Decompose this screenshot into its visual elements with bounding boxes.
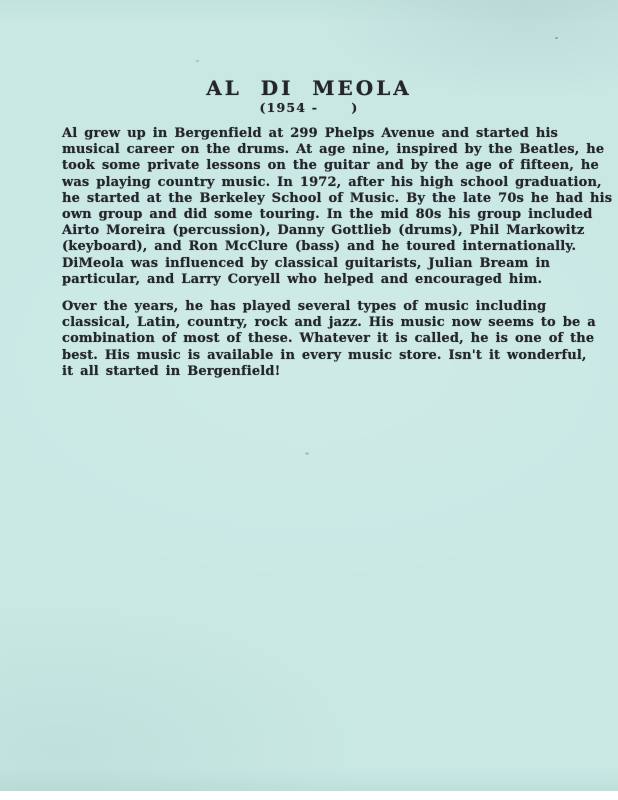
text-line: DiMeola was influenced by classical guitarists, Julian Bream in <box>62 255 551 271</box>
text-line: Airto Moreira (percussion), Danny Gottlieb (drums), Phil Markowitz <box>62 223 585 239</box>
text-line: Al grew up in Bergenfield at 299 Phelps Avenue and started his <box>62 126 558 141</box>
page-subtitle-years: (1954 - ) <box>259 100 359 115</box>
text-line: classical, Latin, country, rock and jazz. His music now seems to be a <box>62 315 596 331</box>
text-line: best. His music is available in every music store. Isn't it wonderful, <box>62 347 587 363</box>
text-line: particular, and Larry Coryell who helped and encouraged him. <box>62 271 543 287</box>
page-title: AL DI MEOLA <box>206 76 412 100</box>
text-line: own group and did some touring. In the mid 80s his group included <box>62 207 593 223</box>
text-line: (keyboard), and Ron McClure (bass) and he toured internationally. <box>62 239 577 255</box>
text-line: was playing country music. In 1972, after his high school graduation, <box>62 174 602 190</box>
text-line: it all started in Bergenfield! <box>62 363 281 379</box>
scan-speck <box>305 452 309 455</box>
scan-speck <box>555 37 558 39</box>
scan-edge-strip <box>0 791 618 800</box>
document-body <box>62 126 613 380</box>
text-line: Over the years, he has played several types of music including <box>62 299 547 315</box>
text-line: musical career on the drums. At age nine, inspired by the Beatles, he <box>62 142 605 158</box>
text-line: took some private lessons on the guitar and by the age of fifteen, he <box>62 158 599 174</box>
text-line: combination of most of these. Whatever it is called, he is one of the <box>62 331 595 347</box>
scan-speck <box>196 60 199 62</box>
paragraph-music-styles <box>62 299 602 380</box>
paragraph-biography <box>62 126 613 288</box>
text-line: he started at the Berkeley School of Music. By the late 70s he had his <box>62 190 613 206</box>
